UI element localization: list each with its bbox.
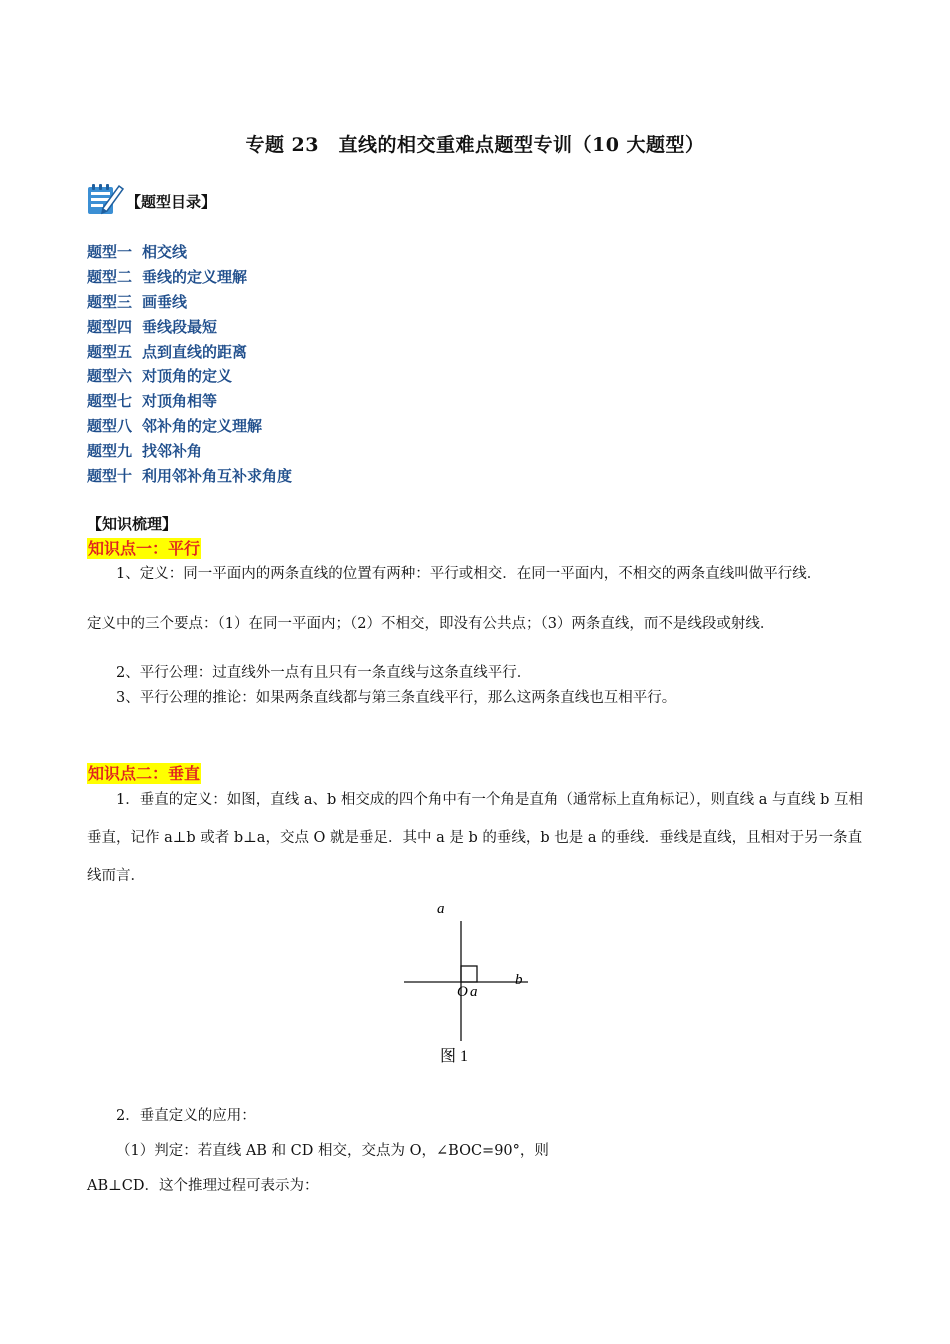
knowledge-heading: 【知识梳理】 — [87, 515, 178, 533]
toc-list — [87, 240, 292, 489]
toc-item-num: 题型五 — [87, 342, 133, 361]
toc-item-num: 题型三 — [87, 292, 133, 311]
toc-header — [86, 180, 216, 216]
label-o: O — [457, 984, 468, 1000]
perpendicular-lines-diagram — [395, 895, 535, 1070]
knowledge-point-2-title: 知识点二：垂直 — [88, 764, 201, 783]
toc-item[interactable] — [87, 290, 292, 315]
kp1-p4-text: 3、平行公理的推论：如果两条直线都与第三条直线平行，那么这两条直线也互相平行。 — [116, 690, 677, 706]
toc-item-text: 利用邻补角互补求角度 — [142, 467, 293, 486]
toc-item-num: 题型六 — [87, 367, 133, 386]
toc-item[interactable] — [87, 414, 292, 439]
toc-item-num: 题型一 — [87, 243, 133, 261]
kp2-paragraph-1 — [87, 781, 867, 895]
toc-item-text: 相交线 — [142, 243, 188, 261]
kp1-paragraph-2: 定义中的三个要点：（1）在同一平面内；（2）不相交，即没有公共点；（3）两条直线，而不是线段或射线． — [87, 616, 775, 632]
toc-item-num: 题型十 — [87, 467, 133, 486]
toc-item-num: 题型九 — [87, 442, 133, 461]
toc-item[interactable] — [87, 389, 292, 414]
toc-item[interactable] — [87, 265, 292, 290]
kp1-p3-text: 2、平行公理：过直线外一点有且只有一条直线与这条直线平行． — [116, 665, 532, 681]
toc-item[interactable] — [87, 340, 292, 365]
kp1-paragraph-3 — [87, 661, 867, 686]
label-angle: a — [470, 984, 478, 1000]
kp2-paragraph-4: AB⊥CD．这个推理过程可表示为： — [87, 1178, 319, 1194]
toc-item-num: 题型二 — [87, 267, 133, 286]
toc-item-num: 题型八 — [87, 417, 133, 436]
label-a: a — [437, 901, 445, 917]
perpendicular-figure — [395, 895, 535, 1070]
toc-label: 【题型目录】 — [126, 192, 217, 211]
toc-item-text: 找邻补角 — [142, 442, 203, 461]
kp1-p1-text: 1、定义：同一平面内的两条直线的位置有两种：平行或相交．在同一平面内，不相交的两条直线叫做平行线． — [116, 566, 822, 582]
kp1-paragraph-4 — [87, 686, 867, 711]
toc-item-text: 垂线的定义理解 — [142, 267, 248, 286]
toc-item-text: 垂线段最短 — [142, 317, 218, 336]
toc-item-text: 邻补角的定义理解 — [142, 417, 263, 436]
label-b: b — [515, 972, 523, 988]
page-title: 专题 23 直线的相交重难点题型专训（10 大题型） — [245, 134, 705, 156]
kp2-paragraph-3 — [87, 1139, 867, 1164]
toc-item-num: 题型四 — [87, 317, 133, 336]
toc-item-text: 对顶角的定义 — [142, 367, 233, 386]
toc-item[interactable] — [87, 464, 292, 489]
toc-item-text: 点到直线的距离 — [142, 342, 248, 361]
notepad-pencil-icon — [86, 180, 124, 216]
kp2-p3-text: （1）判定：若直线 AB 和 CD 相交，交点为 O，∠BOC=90°，则 — [116, 1143, 549, 1159]
kp2-p1-text: 1．垂直的定义：如图，直线 a、b 相交成的四个角中有一个角是直角（通常标上直角标记），则直线 a 与直线 b 互相垂直，记作 a⊥b 或者 b⊥a，交点 O 就是垂足．其中 a 是 b 的垂线，b 也是 a 的垂线．垂线是直线，且相对于另一条直线而言． — [87, 792, 863, 884]
toc-item-num: 题型七 — [87, 392, 133, 411]
toc-item-text: 画垂线 — [142, 292, 188, 311]
toc-item[interactable] — [87, 364, 292, 389]
toc-item-text: 对顶角相等 — [142, 392, 218, 411]
kp2-paragraph-2 — [87, 1104, 867, 1129]
toc-item[interactable] — [87, 439, 292, 464]
right-angle-mark — [461, 966, 477, 982]
knowledge-point-1-title: 知识点一：平行 — [88, 539, 201, 558]
kp1-paragraph-1 — [87, 562, 867, 587]
figure-caption: 图 1 — [440, 1048, 469, 1065]
toc-item[interactable] — [87, 315, 292, 340]
toc-item[interactable] — [87, 240, 292, 265]
kp2-p2-text: 2．垂直定义的应用： — [116, 1108, 256, 1124]
